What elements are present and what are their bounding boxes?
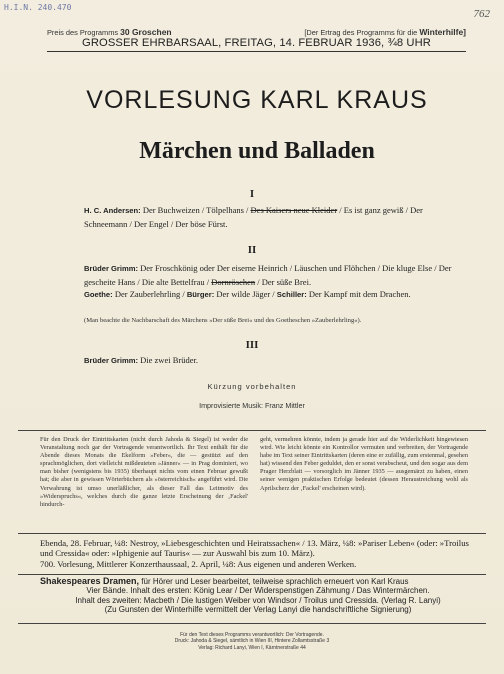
divider [18,574,486,575]
imprint-line: Verlag: Richard Lanyi, Wien I, Kärntnerstraße 44 [198,644,306,651]
kuerzung-note: Kürzung vorbehalten [207,382,297,391]
section-numeral-2: II [247,244,257,256]
notice-column-left: Für den Druck der Eintrittskarten (nicht durch Jahoda & Siegel) ist weder die Veranstaltung noch gar der Vortragende verantwortlich. Ihr Text enthält für die Abende dieses Monats die Ekelform »Feber«, die — gestützt auf den sprachmöglichen, dort vielleicht mißdeuteten »Jänner« — in Prag dominiert, wo man bisher (wenigstens bis 1935) überhaupt nichts vom einen Februar gewußt hat; die aber in gewissen Wörterbüchern als »österreichisch« angeführt wird. Die Verwahrung ist umso unerläßlicher, als dieser Fall das Leitmotiv des »Widerspruchs«, welches durch die ganze letzte Erscheinung der ‚Fackel' hindurch- [40,436,248,508]
notice-columns [40,436,468,509]
divider [18,430,486,431]
venue-line: GROSSER EHRBARSAAL, FREITAG, 14. FEBRUAR 1936, ¾8 UHR [47,37,466,52]
section-numeral-1: I [249,188,255,200]
imprint [0,632,504,651]
event-line: Ebenda, 28. Februar, ¼8: Nestroy, »Liebesgeschichten und Heiratssachen« / 13. März, ¼8: »Pariser Leben« (oder: »Troilus und Cressida« oder: »Iphigenie auf Tauris« — zur Auswahl bis zum 10. März). [40,538,469,559]
imprint-line: Druck: Jahoda & Siegel, sämtlich in Wien III, Hintere Zollamtsstraße 3 [174,638,330,645]
page-title: VORLESUNG KARL KRAUS [86,86,428,114]
shakespeare-line: (Zu Gunsten der Winterhilfe vermittelt der Verlag Lanyi die handschriftliche Signierung) [104,604,412,614]
music-credit: Improvisierte Musik: Franz Mittler [199,401,305,410]
price-line [47,27,466,37]
proceeds-info: [Der Ertrag des Programms für die Winterhilfe] [304,27,466,37]
shakespeare-line: Vier Bände. Inhalt des ersten: König Lear / Der Widerspenstigen Zähmung / Das Wintermärchen. [86,586,430,596]
shakespeare-line: Inhalt des zweiten: Macbeth / Die lustigen Weiber von Windsor / Troilus und Cressida. (Verlag R. Lanyi) [75,595,441,605]
divider [18,533,486,534]
struck-title: Dornröschen [211,276,256,287]
program-note: (Man beachte die Nachbarschaft des Märchens »Der süße Brei« und des Goetheschen »Zauberlehrling«). [84,317,362,324]
section-3-program: Brüder Grimm: Die zwei Brüder. [84,355,198,365]
notice-column-right: geht, vermehren könnte, indem ja gerade hier auf die Widerlichkeit hingewiesen wird. Wie leicht könnte ein Kontrollor vermuten und verbreiten, der Vortragende habe im Text seiner Eintrittskarten (deren eine er zufällig, zum erstenmal, gesehen hat) wissend den Feber geduldet, den er sonst verabscheut, und den sogar aus dem Prager Herzblatt — vorsorglich im Jänner 1935 — ausgemärzt zu haben, einen seiner wenigen praktischen Erfolge bedeutet (dessen Heraustreichung wohl als Aprilscherz der ‚Fackel' erscheinen wird). [260,436,468,492]
section-2-program: Brüder Grimm: Der Froschkönig oder Der eiserne Heinrich / Läuschen und Flöhchen / Die kluge Else / Der gescheite Hans / Die alte Bettelfrau / Dornröschen / Der süße Brei. Goethe: Der Zauberlehrling / Bürger: Der wilde Jäger / Schiller: Der Kampf mit dem Drachen. [84,263,452,300]
page-subtitle: Märchen und Balladen [139,138,375,164]
imprint-line: Für den Text dieses Programms verantwortlich: Der Vortragende. [180,632,324,638]
price-info: Preis des Programms 30 Groschen [47,27,172,37]
section-numeral-3: III [245,339,259,351]
archive-stamp: H.I.N. 240.470 [4,3,72,12]
divider [18,623,486,624]
upcoming-events [40,538,474,569]
shakespeare-heading: Shakespeares Dramen, [40,576,140,586]
section-1-program: H. C. Andersen: Der Buchweizen / Tölpelhans / Des Kaisers neue Kleider / Es ist ganz gewiß / Der Schneemann / Der Engel / Der böse Fürst. [84,205,423,229]
struck-title: Des Kaisers neue Kleider [250,205,338,215]
page-number: 762 [473,8,490,20]
event-line: 700. Vorlesung, Mittlerer Konzerthaussaal, 2. April, ¼8: Aus eigenen und anderen Werken. [40,558,357,569]
shakespeare-ad: Shakespeares Dramen, für Hörer und Leser bearbeitet, teilweise sprachlich erneuert von Karl Kraus Vier Bände. Inhalt des ersten: König Lear / Der Widerspenstigen Zähmung / Das Wintermärchen. Inhalt des zweiten: Macbeth / Die lustigen Weiber von Windsor / Troilus und Cressida. (Verlag R. Lanyi) (Zu Gunsten der Winterhilfe vermittelt der Verlag Lanyi die handschriftliche Signierung) [40,577,476,614]
